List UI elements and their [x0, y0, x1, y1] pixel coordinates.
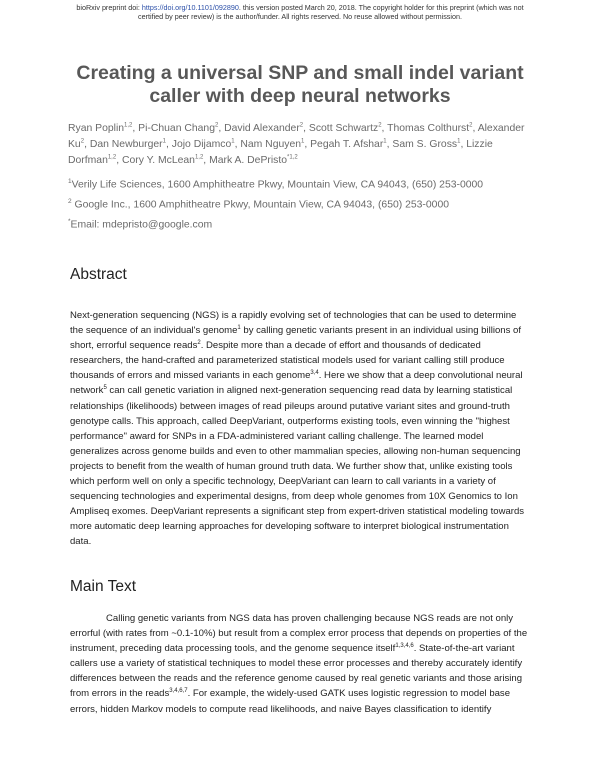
header-prefix: bioRxiv preprint doi: — [76, 3, 142, 12]
author-affiliation-mark: 1,2 — [194, 154, 204, 161]
affiliation-line — [68, 174, 538, 194]
author-affiliation-mark: 1 — [383, 138, 387, 145]
affiliation-text: Email: mdepristo@google.com — [70, 219, 213, 231]
preprint-header — [30, 3, 570, 21]
main-text-sentence: . State-of-the-art variant callers use a variety of statistical techniques to model these error processes and thereby accurately identify differences between the reads and the reference genome caused by real genetic variants and those arising from errors in the reads — [70, 643, 523, 700]
author-name: Mark A. DePristo — [209, 155, 288, 167]
author-affiliation-mark: 1 — [301, 138, 305, 145]
author — [240, 139, 304, 150]
author-name: Alexander Ku — [68, 123, 525, 151]
author — [209, 155, 298, 166]
affiliation-mark: 1 — [68, 178, 72, 185]
affiliations — [68, 174, 538, 234]
paper-title: Creating a universal SNP and small indel variant caller with deep neural networks — [76, 62, 524, 107]
author-affiliation-mark: 2 — [80, 138, 85, 145]
affiliation-text: Verily Life Sciences, 1600 Amphitheatre Pkwy, Mountain View, CA 94043, (650) 253-0000 — [71, 179, 484, 191]
author-name: Dan Newburger — [89, 139, 163, 151]
affiliation-mark: 2 — [68, 197, 72, 205]
author-affiliation-mark: 1,2 — [124, 122, 133, 129]
author-name: Nam Nguyen — [240, 139, 301, 151]
author-name: Jojo Dijamco — [171, 139, 232, 151]
citation-mark: 1 — [237, 324, 241, 331]
author-affiliation-mark: 1 — [457, 138, 461, 145]
citation-mark: 5 — [103, 385, 107, 392]
author-affiliation-mark: 2 — [214, 122, 219, 129]
affiliation-line — [68, 194, 538, 214]
author-name: Lizzie Dorfman — [68, 139, 493, 167]
main-text-heading: Main Text — [70, 578, 137, 595]
author — [122, 155, 203, 166]
author-affiliation-mark: 1 — [162, 138, 166, 145]
citation-mark: 2 — [197, 340, 201, 347]
author-name: Pi-Chuan Chang — [138, 123, 215, 134]
author-affiliation-mark: *1,2 — [287, 154, 298, 161]
header-line-1 — [30, 3, 570, 12]
author — [68, 123, 132, 134]
author-affiliation-mark: 2 — [378, 122, 382, 129]
author — [172, 139, 235, 150]
author — [387, 123, 472, 134]
abstract-text — [70, 308, 532, 550]
author — [309, 123, 382, 134]
abstract-sentence: Next-generation sequencing (NGS) is a rapidly evolving set of technologies that can be used to determine the sequence of an individual's genome — [70, 310, 517, 337]
citation-mark: 1,3,4,6 — [395, 643, 414, 650]
affiliation-text: Google Inc., 1600 Amphitheatre Pkwy, Mountain View, CA 94043, (650) 253-0000 — [71, 199, 450, 211]
affiliation-line — [68, 214, 538, 234]
author — [392, 139, 460, 150]
author-affiliation-mark: 2 — [469, 122, 473, 129]
abstract-heading: Abstract — [70, 266, 127, 283]
header-line-2: certified by peer review) is the author/funder. All rights reserved. No reuse allowed without permission. — [138, 12, 462, 21]
citation-mark: 3,4 — [310, 370, 319, 377]
abstract-sentence: can call genetic variation in aligned next-generation sequencing read data by learning statistical relationships (likelihoods) between images of read pileups around putative variant sites and ground-truth genotype calls. This approach, called DeepVariant, outperforms existing tools, even winning the "highest performance" award for SNPs in a FDA-administered variant calling challenge. The learned model generalizes across genome builds and even to other mammalian species, allowing non-human sequencing projects to benefit from the wealth of human ground truth data. We further show that, unlike existing tools which perform well on only a specific technology, DeepVariant can learn to call variants in a variety of sequencing technologies and experimental designs, from deep whole genomes from 10X Genomics to Ion Ampliseq exomes. DeepVariant represents a significant step from expert-driven statistical modeling towards more automatic deep learning approaches for developing software to interpret biological instrumentation data. — [70, 385, 525, 548]
author-affiliation-mark: 2 — [299, 122, 304, 129]
author-name: Scott Schwartz — [308, 123, 379, 134]
author-affiliation-mark: 1 — [231, 138, 235, 145]
author-name: Ryan Poplin — [68, 123, 125, 134]
author-name: Cory Y. McLean — [121, 155, 195, 167]
author-name: David Alexander — [224, 123, 300, 134]
author-name: Thomas Colthurst — [387, 123, 470, 134]
main-text-paragraph — [70, 611, 532, 717]
doi-link[interactable]: https://doi.org/10.1101/092890 — [141, 3, 239, 12]
author — [90, 139, 166, 150]
main-text-sentence: . For example, the widely-used GATK uses logistic regression to model base errors, hidden Markov models to compute read likelihoods, and naive Bayes classification to identify — [70, 688, 511, 715]
author — [138, 123, 218, 134]
author-affiliation-mark: 1,2 — [107, 154, 117, 161]
header-line-1-rest: . this version posted March 20, 2018. The copyright holder for this preprint (which was not — [238, 3, 524, 12]
author-list: Ryan Poplin$^{1,2}$, Pi-Chuan Chang$^2$, David Alexander$^2$, Scott Schwartz$^2$, Thomas Colthurst$^2$, Alexander Ku$^2$, Dan Newburger$^1$, Jojo Dijamco$^1$, Nam Nguyen$^1$, Pegah T. Afshar$^1$, Sam S. Gross$^1$, Lizzie Dorfman$^{1,2}$, Cory Y. McLean$^{1,2}$, Mark A. DePristo$^{*1,2}$ — [68, 122, 525, 167]
abstract-sentence: . Here we show that a deep convolutional neural network — [70, 370, 523, 397]
author-name: Sam S. Gross — [392, 139, 458, 151]
author-name: Pegah T. Afshar — [310, 139, 384, 151]
main-text-sentence: Calling genetic variants from NGS data has proven challenging because NGS reads are not only errorful (with rates from ~0.1-10%) but result from a complex error process that depends on properties of the instrument, preceding data processing tools, and the genome sequence itself — [70, 613, 528, 655]
citation-mark: 3,4,6,7 — [169, 688, 188, 695]
author — [224, 123, 303, 134]
abstract-sentence: by calling genetic variants present in an individual using billions of short, errorful sequence reads — [70, 325, 521, 352]
abstract-sentence: . Despite more than a decade of effort and thousands of dedicated researchers, the hand-crafted and parameterized statistical models used for variant calling still produce thousands of errors and missed variants in each genome — [70, 340, 505, 382]
affiliation-mark: * — [68, 217, 71, 225]
author — [310, 139, 387, 150]
